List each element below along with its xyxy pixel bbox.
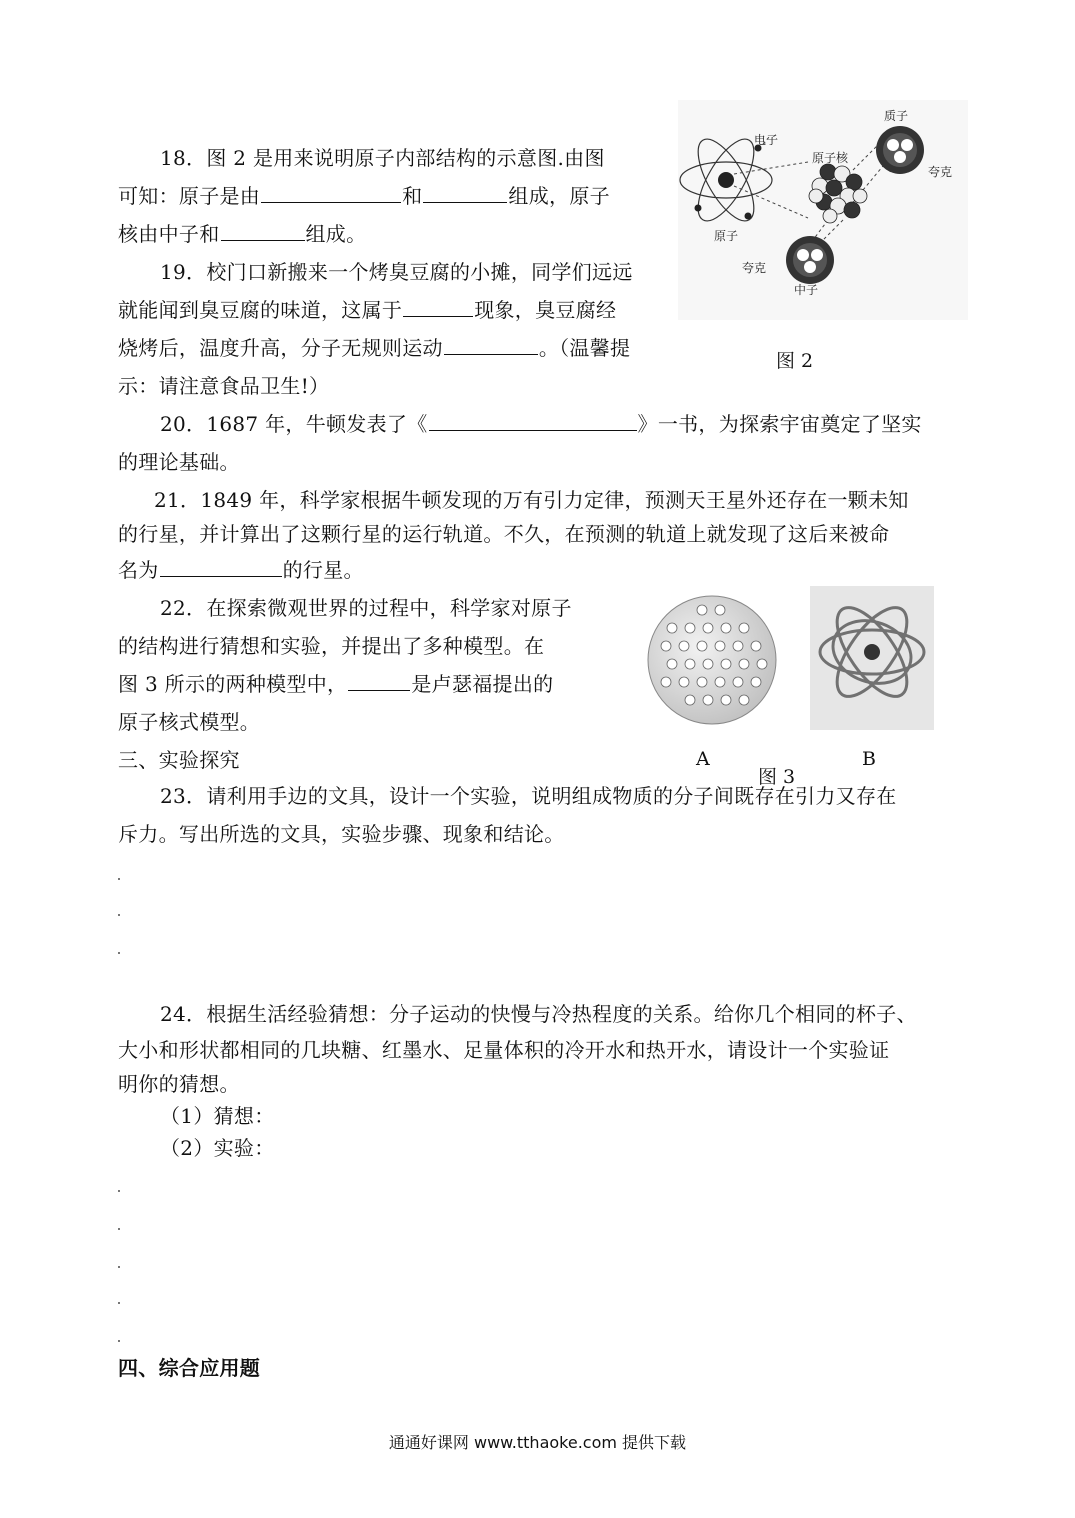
answer-area-dot: [118, 1340, 120, 1342]
label-nucleus: 原子核: [812, 151, 849, 165]
label-quark-right: 夸克: [928, 165, 953, 179]
q23-line2: 斥力。写出所选的文具，实验步骤、现象和结论。: [118, 822, 565, 846]
nuclear-model-figure: [810, 586, 934, 730]
q21-line1: 21．1849 年，科学家根据牛顿发现的万有引力定律，预测天王星外还存在一颗未知: [154, 488, 909, 512]
q19-line2: [118, 298, 616, 322]
electron-marker: [733, 677, 743, 687]
section-heading-experiment: 三、实验探究: [118, 748, 240, 772]
electron-marker: [703, 623, 713, 633]
electron-dot: [745, 213, 752, 220]
q21-text: 的行星。: [282, 558, 364, 582]
answer-area-dot: [118, 914, 120, 916]
q24-guess: （1）猜想：: [160, 1104, 275, 1128]
q21-line3: [118, 558, 364, 582]
atom-structure-figure: [678, 100, 968, 320]
electron-marker: [661, 677, 671, 687]
q20-text: 》一书，为探索宇宙奠定了坚实: [637, 412, 922, 436]
label-neutron: 中子: [794, 283, 819, 297]
q24-line1: 24．根据生活经验猜想：分子运动的快慢与冷热程度的关系。给你几个相同的杯子、: [160, 1002, 917, 1026]
answer-area-dot: [118, 1266, 120, 1268]
electron-marker: [679, 677, 689, 687]
q22-text: 图 3 所示的两种模型中，: [118, 672, 348, 696]
label-electron: 电子: [754, 133, 779, 147]
figure3-caption: 图 3: [758, 766, 796, 788]
answer-area-dot: [118, 1228, 120, 1230]
electron-marker: [739, 623, 749, 633]
answer-area-dot: [118, 878, 120, 880]
q19-text: 现象，臭豆腐经: [474, 298, 617, 322]
electron-marker: [685, 695, 695, 705]
electron-marker: [703, 695, 713, 705]
electron-marker: [679, 641, 689, 651]
electron-marker: [733, 641, 743, 651]
q22-line3: [118, 672, 553, 696]
q19-line3: [118, 336, 630, 360]
electron-marker: [739, 659, 749, 669]
answer-area-dot: [118, 952, 120, 954]
q24-line3: 明你的猜想。: [118, 1072, 240, 1096]
electron-marker: [715, 677, 725, 687]
electron-marker: [739, 695, 749, 705]
answer-blank[interactable]: [423, 184, 507, 203]
q18-text: 组成。: [305, 222, 367, 246]
q18-line2: [118, 184, 610, 208]
section-heading-application: 四、综合应用题: [118, 1356, 261, 1380]
q18-text: 和: [402, 184, 423, 208]
electron-marker: [751, 641, 761, 651]
figure3-label-b: B: [862, 748, 876, 770]
answer-area-dot: [118, 1190, 120, 1192]
q24-line2: 大小和形状都相同的几块糖、红墨水、足量体积的冷开水和热开水，请设计一个实验证: [118, 1038, 890, 1062]
answer-area-dot: [118, 1302, 120, 1304]
q19-text: 就能闻到臭豆腐的味道，这属于: [118, 298, 403, 322]
q19-text: 。（温馨提: [538, 336, 631, 360]
q21-line2: 的行星，并计算出了这颗行星的运行轨道。不久，在预测的轨道上就发现了这后来被命: [118, 522, 890, 546]
electron-dot: [695, 205, 702, 212]
electron-marker: [667, 659, 677, 669]
answer-blank[interactable]: [444, 336, 538, 355]
electron-marker: [751, 677, 761, 687]
q20-text: 20．1687 年，牛顿发表了《: [160, 412, 428, 436]
electron-marker: [715, 605, 725, 615]
q18-text: 核由中子和: [118, 222, 220, 246]
electron-marker: [757, 659, 767, 669]
electron-marker: [685, 623, 695, 633]
nucleus-dot: [864, 644, 880, 660]
electron-marker: [721, 695, 731, 705]
answer-blank[interactable]: [429, 412, 637, 431]
figure3-label-a: A: [696, 748, 710, 770]
q22-line1: 22．在探索微观世界的过程中，科学家对原子: [160, 596, 572, 620]
q24-experiment: （2）实验：: [160, 1136, 275, 1160]
q22-text: 是卢瑟福提出的: [411, 672, 554, 696]
q18-text: 可知：原子是由: [118, 184, 261, 208]
electron-marker: [721, 659, 731, 669]
q18-text: 组成，原子: [508, 184, 610, 208]
electron-marker: [667, 623, 677, 633]
answer-blank[interactable]: [403, 298, 473, 317]
answer-blank[interactable]: [348, 672, 410, 691]
q18-line1: 18．图 2 是用来说明原子内部结构的示意图.由图: [160, 146, 605, 170]
q18-line3: [118, 222, 366, 246]
electron-marker: [697, 641, 707, 651]
q20-line2: 的理论基础。: [118, 450, 240, 474]
figure2-caption: 图 2: [776, 350, 814, 372]
electron-marker: [721, 623, 731, 633]
q21-text: 名为: [118, 558, 159, 582]
q20-line1: [160, 412, 922, 436]
electron-marker: [697, 605, 707, 615]
electron-marker: [661, 641, 671, 651]
q19-line4: 示：请注意食品卫生!）: [118, 374, 330, 398]
electron-marker: [703, 659, 713, 669]
q22-line2: 的结构进行猜想和实验，并提出了多种模型。在: [118, 634, 545, 658]
answer-blank[interactable]: [261, 184, 401, 203]
label-proton: 质子: [884, 109, 909, 123]
proton-with-quarks: [876, 126, 924, 174]
q22-line4: 原子核式模型。: [118, 710, 261, 734]
electron-marker: [685, 659, 695, 669]
label-atom: 原子: [714, 229, 739, 243]
neutron-with-quarks: [786, 236, 834, 284]
electron-marker: [715, 641, 725, 651]
q23-line1: 23．请利用手边的文具，设计一个实验，说明组成物质的分子间既存在引力又存在: [160, 784, 897, 808]
plum-pudding-model-figure: [644, 588, 780, 728]
nucleus-dot: [718, 172, 734, 188]
label-quark-bottom: 夸克: [742, 261, 767, 275]
page-footer: 通通好课网 www.tthaoke.com 提供下载: [388, 1433, 687, 1452]
q19-text: 烧烤后，温度升高，分子无规则运动: [118, 336, 443, 360]
answer-blank[interactable]: [160, 558, 282, 577]
q19-line1: 19．校门口新搬来一个烤臭豆腐的小摊，同学们远远: [160, 260, 633, 284]
answer-blank[interactable]: [221, 222, 305, 241]
electron-marker: [697, 677, 707, 687]
